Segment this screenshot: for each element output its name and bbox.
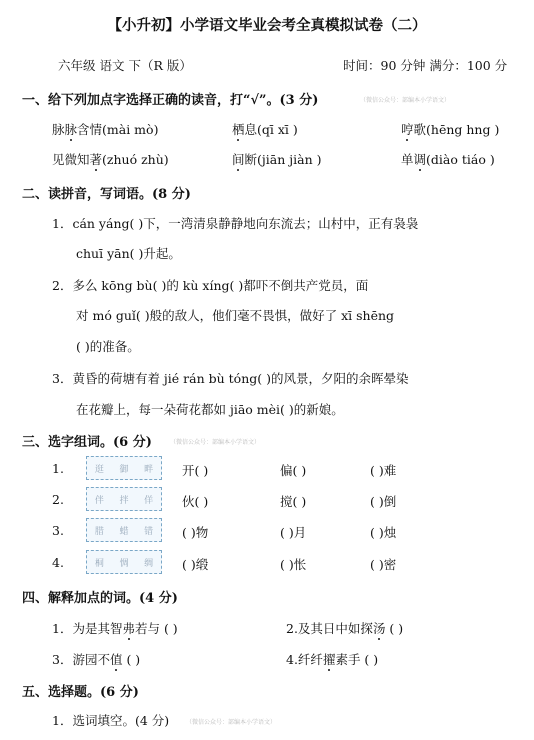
char-stamp: 桐 惆 绸 [86,550,162,574]
s2-q3-line1: 3．黄昏的荷塘有着 jié rán bù tóng( )的风景，夕阳的余晖晕染 [52,371,409,386]
s1-item-5: 间断(jiān jiàn ) [232,152,322,167]
s3-row-num: 2. [52,492,64,507]
s4-item-3: 3．游园不值 ( ) [52,652,141,667]
s4-item-1: 1．为是其智弗若与 ( ) [52,621,178,636]
s2-q1-line2: chuī yān( )升起。 [76,246,181,261]
s4-item-4: 4.纤纤擢素手 ( ) [286,652,379,667]
s3-cell: ( )倒 [370,494,397,509]
s3-cell: ( )月 [280,525,307,540]
s1-item-1: 脉脉含情(mài mò) [52,122,159,137]
s1-item-6: 单调(diào tiáo ) [401,152,495,167]
s3-cell: 开( ) [182,463,209,478]
s2-q2-line3: ( )的准备。 [76,339,140,354]
time-score-info: 时间：90 分钟 满分：100 分 [343,58,508,73]
s2-q2-line1: 2．多么 kōng bù( )的 kù xíng( )都吓不倒共产党员，面 [52,278,369,293]
watermark: （微信公众号：部编本小学语文） [170,439,261,446]
s3-cell: 搅( ) [280,494,307,509]
s3-row-num: 3. [52,523,64,538]
section5-heading: 五、选择题。(6 分) [22,685,139,700]
s1-item-4: 见微知著(zhuó zhù) [52,152,169,167]
s3-row-num: 1. [52,461,64,476]
s4-item-2: 2.及其日中如探汤 ( ) [286,621,404,636]
s3-cell: ( )烛 [370,525,397,540]
s3-cell: ( )怅 [280,557,307,572]
s1-item-2: 栖息(qī xī ) [232,122,298,137]
section1-heading: 一、给下列加点字选择正确的读音，打“√”。(3 分) [22,93,319,108]
section4-heading: 四、解释加点的词。(4 分) [22,591,178,606]
grade-info: 六年级 语文 下（R 版） [58,58,192,73]
watermark: （微信公众号：部编本小学语文） [360,97,451,104]
s2-q1-line1: 1．cán yáng( )下，一湾清泉静静地向东流去；山村中，正有袅袅 [52,216,419,231]
s3-cell: 伙( ) [182,494,209,509]
s3-row-num: 4. [52,555,64,570]
s3-cell: ( )物 [182,525,209,540]
s3-cell: 偏( ) [280,463,307,478]
s5-q1: 1．选词填空。(4 分) [52,713,170,728]
char-stamp: 伴 拌 佯 [86,487,162,511]
s3-cell: ( )缎 [182,557,209,572]
s1-item-3: 哼歌(hēng hng ) [401,122,500,137]
s2-q3-line2: 在花瓣上，每一朵荷花都如 jiāo mèi( )的新娘。 [76,402,344,417]
section2-heading: 二、读拼音，写词语。(8 分) [22,187,191,202]
s3-cell: ( )难 [370,463,397,478]
watermark: （微信公众号：部编本小学语文） [186,719,277,726]
page-title: 【小升初】小学语文毕业会考全真模拟试卷（二） [107,18,427,34]
section3-heading: 三、选字组词。(6 分) [22,435,152,450]
char-stamp: 逛 御 畔 [86,456,162,480]
char-stamp: 腊 蜡 错 [86,518,162,542]
s3-cell: ( )密 [370,557,397,572]
s2-q2-line2: 对 mó guǐ( )般的敌人，他们毫不畏惧，做好了 xī shēng [76,308,395,323]
